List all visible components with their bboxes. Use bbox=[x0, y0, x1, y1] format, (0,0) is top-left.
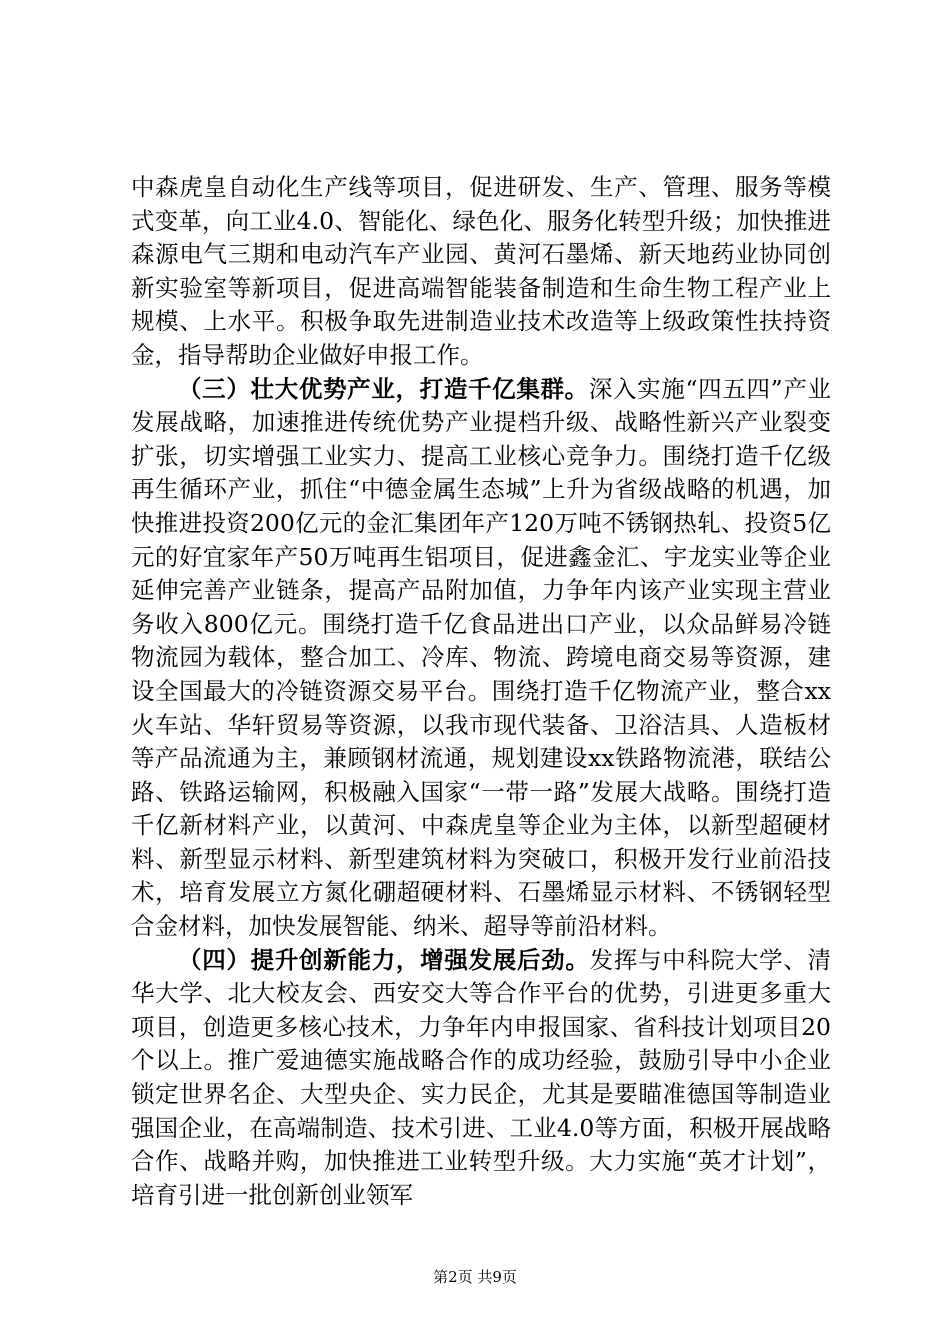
paragraph-text: 深入实施“四五四”产业发展战略，加速推进传统优势产业提档升级、战略性新兴产业裂变扩张，切实增强工业实力、提高工业核心竞争力。围绕打造千亿级再生循环产业，抓住“中德金属生态城”上升为省级战略的机遇，加快推进投资200亿元的金汇集团年产120万吨不锈钢热轧、投资5亿元的好宜家年产50万吨再生铝项目，促进鑫金汇、宇龙实业等企业延伸完善产业链条，提高产品附加值，力争年内该产业实现主营业务收入800亿元。围绕打造千亿食品进出口产业，以众品鲜易冷链物流园为载体，整合加工、冷库、物流、跨境电商交易等资源，建设全国最大的冷链资源交易平台。围绕打造千亿物流产业，整合xx火车站、华轩贸易等资源，以我市现代装备、卫浴洁具、人造板材等产品流通为主，兼顾钢材流通，规划建设xx铁路物流港，联结公路、铁路运输网，积极融入国家“一带一路”发展大战略。围绕打造千亿新材料产业，以黄河、中森虎皇等企业为主体，以新型超硬材料、新型显示材料、新型建筑材料为突破口，积极开发行业前沿技术，培育发展立方氮化硼超硬材料、石墨烯显示材料、不锈钢轻型合金材料，加快发展智能、纳米、超导等前沿材料。 bbox=[131, 374, 832, 941]
paragraph-text: 中森虎皇自动化生产线等项目，促进研发、生产、管理、服务等模式变革，向工业4.0、智能化、绿色化、服务化转型升级；加快推进森源电气三期和电动汽车产业园、黄河石墨烯、新天地药业协同创新实验室等新项目，促进高端智能装备制造和生命生物工程产业上规模、上水平。积极争取先进制造业技术改造等上级政策性扶持资金，指导帮助企业做好申报工作。 bbox=[131, 173, 831, 369]
paragraph-text: 发挥与中科院大学、清华大学、北大校友会、西安交大等合作平台的优势，引进更多重大项目，创造更多核心技术，力争年内申报国家、省科技计划项目20个以上。推广爱迪德实施战略合作的成功经验，鼓励引导中小企业锁定世界名企、大型央企、实力民企，尤其是要瞄准德国等制造业强国企业，在高端制造、技术引进、工业4.0等方面，积极开展战略合作、战略并购，加快推进工业转型升级。大力实施“英才计划”，培育引进一批创新创业领军 bbox=[131, 945, 832, 1209]
paragraph-section-four bbox=[131, 944, 831, 1213]
paragraph-section-three bbox=[131, 373, 831, 944]
document-body bbox=[131, 171, 831, 1212]
section-heading-three: （三）壮大优势产业，打造千亿集群。 bbox=[178, 374, 589, 403]
page-footer: 第2页 共9页 bbox=[433, 1268, 517, 1286]
paragraph-continuation bbox=[131, 171, 831, 373]
section-heading-four: （四）提升创新能力，增强发展后劲。 bbox=[178, 945, 590, 974]
